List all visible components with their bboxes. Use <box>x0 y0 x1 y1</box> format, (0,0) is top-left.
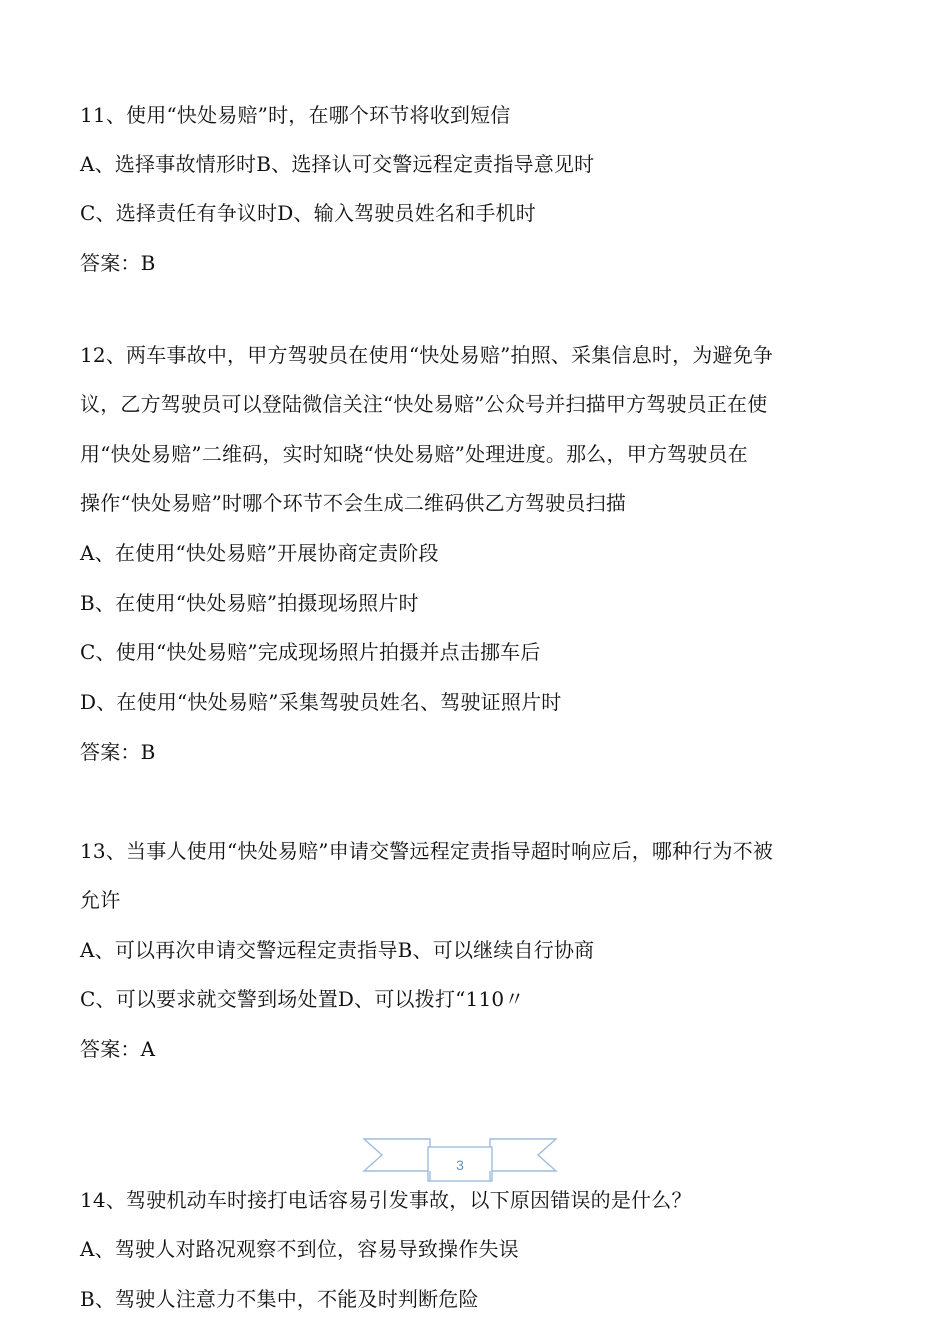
answer-option: D、在使用“快处易赔”采集驾驶员姓名、驾驶证照片时 <box>80 690 562 714</box>
answer-option: B、在使用“快处易赔”拍摄现场照片时 <box>80 591 419 615</box>
answer-option: C、使用“快处易赔”完成现场照片拍摄并点击挪车后 <box>80 640 541 664</box>
question-text: 允许 <box>80 888 121 912</box>
answer-option: B、驾驶人注意力不集中，不能及时判断危险 <box>80 1287 479 1311</box>
question-text: 议，乙方驾驶员可以登陆微信关注“快处易赔”公众号并扫描甲方驾驶员正在使 <box>80 392 768 416</box>
answer-option: A、驾驶人对路况观察不到位，容易导致操作失误 <box>80 1237 519 1261</box>
answer-option: A、在使用“快处易赔”开展协商定责阶段 <box>80 541 439 565</box>
answer-option: A、选择事故情形时B、选择认可交警远程定责指导意见时 <box>80 152 595 176</box>
answer-option: A、可以再次申请交警远程定责指导B、可以继续自行协商 <box>80 938 595 962</box>
page-number: 3 <box>456 1157 464 1173</box>
question-text: 13、当事人使用“快处易赔”申请交警远程定责指导超时响应后，哪种行为不被 <box>80 839 774 863</box>
question-text: 操作“快处易赔”时哪个环节不会生成二维码供乙方驾驶员扫描 <box>80 491 627 515</box>
answer-key: 答案：B <box>80 740 156 764</box>
question-text: 11、使用“快处易赔”时，在哪个环节将收到短信 <box>80 103 511 127</box>
question-text: 用“快处易赔”二维码，实时知晓“快处易赔”处理进度。那么，甲方驾驶员在 <box>80 442 748 466</box>
answer-key: 答案：A <box>80 1037 156 1061</box>
question-text: 12、两车事故中，甲方驾驶员在使用“快处易赔”拍照、采集信息时，为避免争 <box>80 343 774 367</box>
answer-option: C、选择责任有争议时D、输入驾驶员姓名和手机时 <box>80 201 536 225</box>
answer-option: C、可以要求就交警到场处置D、可以拨打“110〃 <box>80 987 525 1011</box>
answer-key: 答案：B <box>80 251 156 275</box>
question-text: 14、驾驶机动车时接打电话容易引发事故，以下原因错误的是什么？ <box>80 1188 692 1212</box>
